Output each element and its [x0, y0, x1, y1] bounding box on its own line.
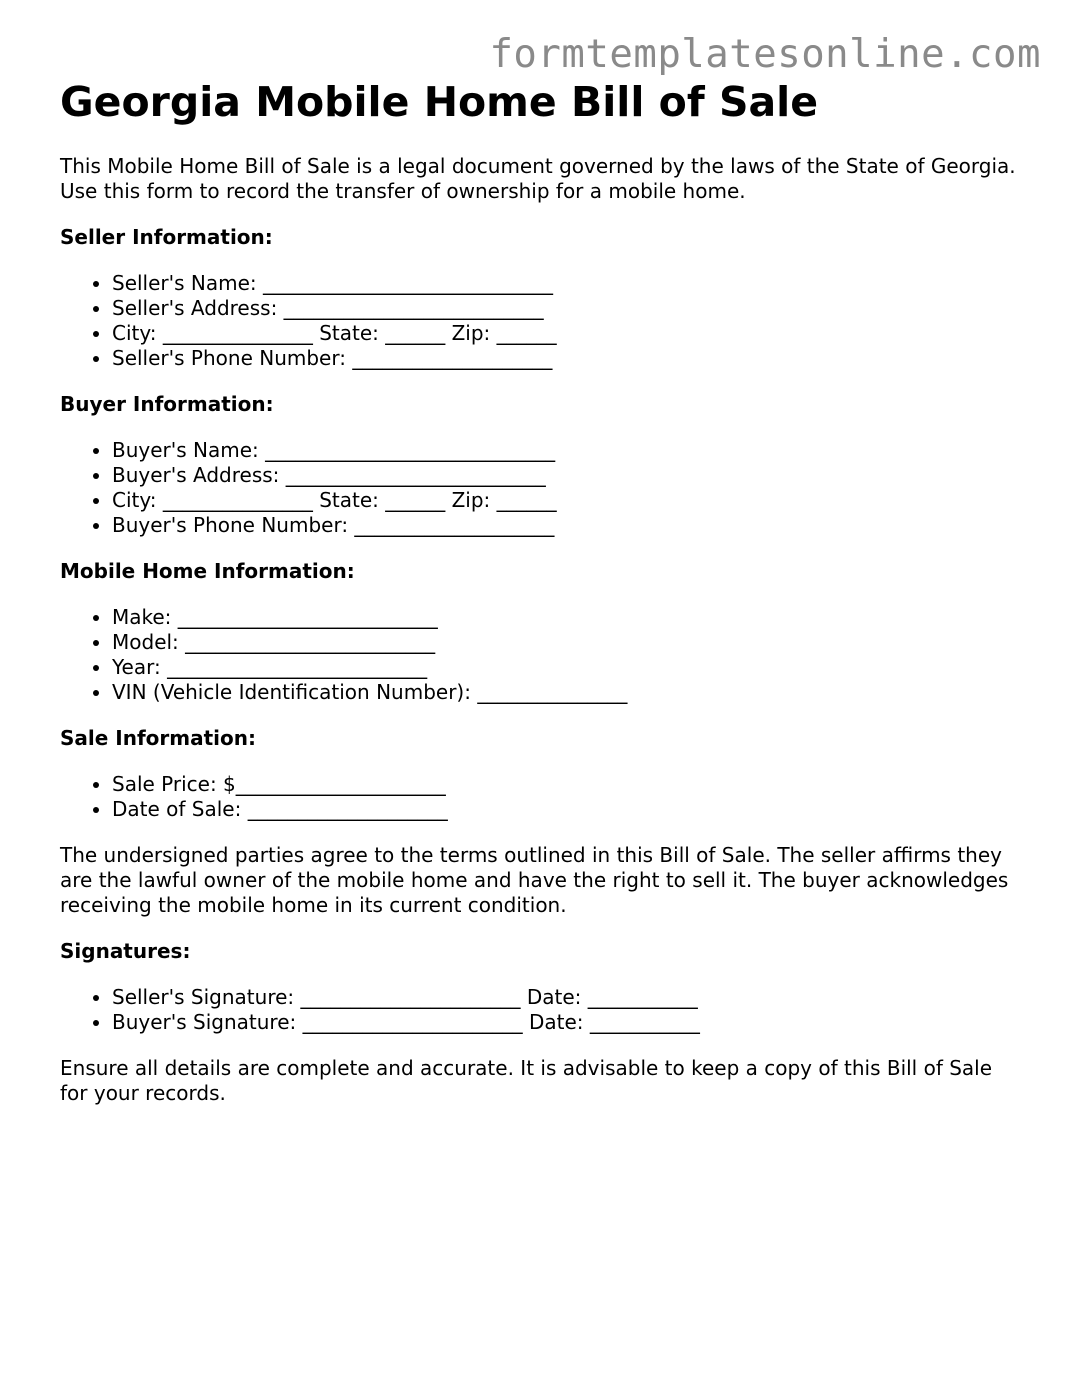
seller-city-state-zip-field[interactable]: • City: _______________ State: ______ Zip: ______	[112, 321, 1020, 346]
signatures-heading: Signatures:	[60, 939, 191, 963]
buyer-name-field[interactable]: • Buyer's Name: _____________________________	[112, 438, 1020, 463]
year-field[interactable]: • Year: __________________________	[112, 655, 1020, 680]
buyer-address-field[interactable]: • Buyer's Address: __________________________	[112, 463, 1020, 488]
mobile-home-heading: Mobile Home Information:	[60, 559, 355, 583]
closing-paragraph: Ensure all details are complete and accurate. It is advisable to keep a copy of this Bill of Sale for your records.	[60, 1056, 993, 1105]
sale-list	[60, 772, 1020, 822]
page-title: Georgia Mobile Home Bill of Sale	[60, 78, 818, 126]
seller-list	[60, 271, 1020, 371]
seller-address-field[interactable]: • Seller's Address: __________________________	[112, 296, 1020, 321]
signatures-list	[60, 985, 1020, 1035]
seller-phone-field[interactable]: • Seller's Phone Number: ____________________	[112, 346, 1020, 371]
buyer-city-state-zip-field[interactable]: • City: _______________ State: ______ Zip: ______	[112, 488, 1020, 513]
intro-paragraph: This Mobile Home Bill of Sale is a legal document governed by the laws of the State of Georgia. Use this form to record the transfer of ownership for a mobile home.	[60, 154, 1016, 203]
make-field[interactable]: • Make: __________________________	[112, 605, 1020, 630]
seller-heading: Seller Information:	[60, 225, 273, 249]
seller-signature-field[interactable]: • Seller's Signature: ______________________ Date: ___________	[112, 985, 1020, 1010]
buyer-list	[60, 438, 1020, 538]
watermark: formtemplatesonline.com	[489, 32, 1041, 77]
agreement-paragraph: The undersigned parties agree to the terms outlined in this Bill of Sale. The seller affirms they are the lawful owner of the mobile home and have the right to sell it. The buyer acknowledges receiving the mobile home in its current condition.	[60, 843, 1009, 917]
mobile-home-list	[60, 605, 1020, 705]
date-of-sale-field[interactable]: • Date of Sale: ____________________	[112, 797, 1020, 822]
buyer-heading: Buyer Information:	[60, 392, 274, 416]
model-field[interactable]: • Model: _________________________	[112, 630, 1020, 655]
sale-heading: Sale Information:	[60, 726, 256, 750]
seller-name-field[interactable]: • Seller's Name: _____________________________	[112, 271, 1020, 296]
vin-field[interactable]: • VIN (Vehicle Identification Number): _______________	[112, 680, 1020, 705]
document-body	[60, 78, 1020, 1106]
buyer-signature-field[interactable]: • Buyer's Signature: ______________________ Date: ___________	[112, 1010, 1020, 1035]
sale-price-field[interactable]: • Sale Price: $_____________________	[112, 772, 1020, 797]
buyer-phone-field[interactable]: • Buyer's Phone Number: ____________________	[112, 513, 1020, 538]
